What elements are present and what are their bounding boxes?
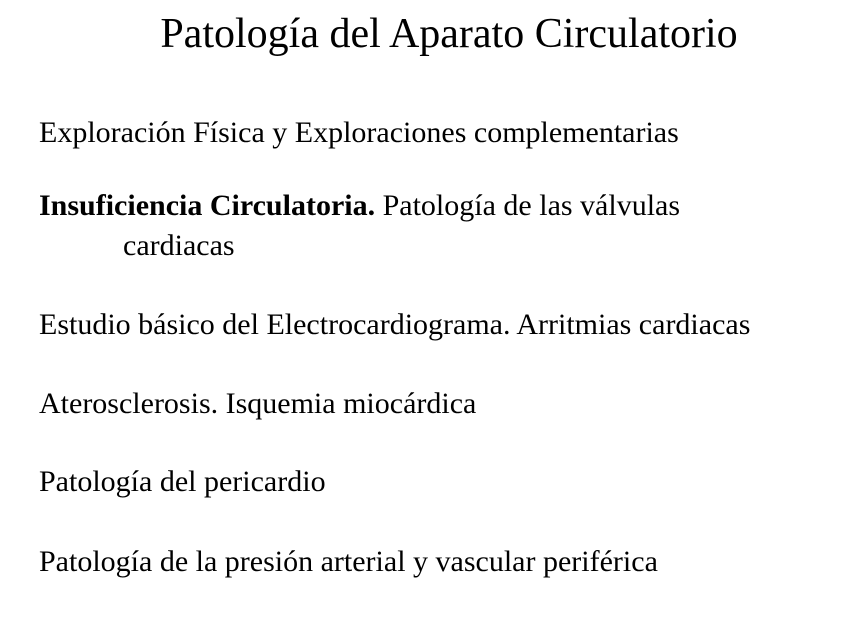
list-item <box>39 186 680 266</box>
list-item-text: Patología de la presión arterial y vascular periférica <box>39 545 658 578</box>
list-item-continuation: cardiacas <box>123 229 235 262</box>
list-item <box>39 305 750 345</box>
list-item <box>39 542 658 582</box>
list-item-bold-text: Insuficiencia Circulatoria. <box>39 189 376 222</box>
list-item <box>39 384 476 424</box>
list-item <box>39 113 679 153</box>
list-item-text: Aterosclerosis. Isquemia miocárdica <box>39 387 477 420</box>
list-item-text: Patología del pericardio <box>39 465 326 498</box>
list-item <box>39 462 326 502</box>
list-item-text: Exploración Física y Exploraciones complementarias <box>39 116 679 149</box>
list-item-text: Patología de las válvulas <box>375 189 681 222</box>
slide-title: Patología del Aparato Circulatorio <box>160 11 738 57</box>
list-item-text: Estudio básico del Electrocardiograma. Arritmias cardiacas <box>39 308 751 341</box>
